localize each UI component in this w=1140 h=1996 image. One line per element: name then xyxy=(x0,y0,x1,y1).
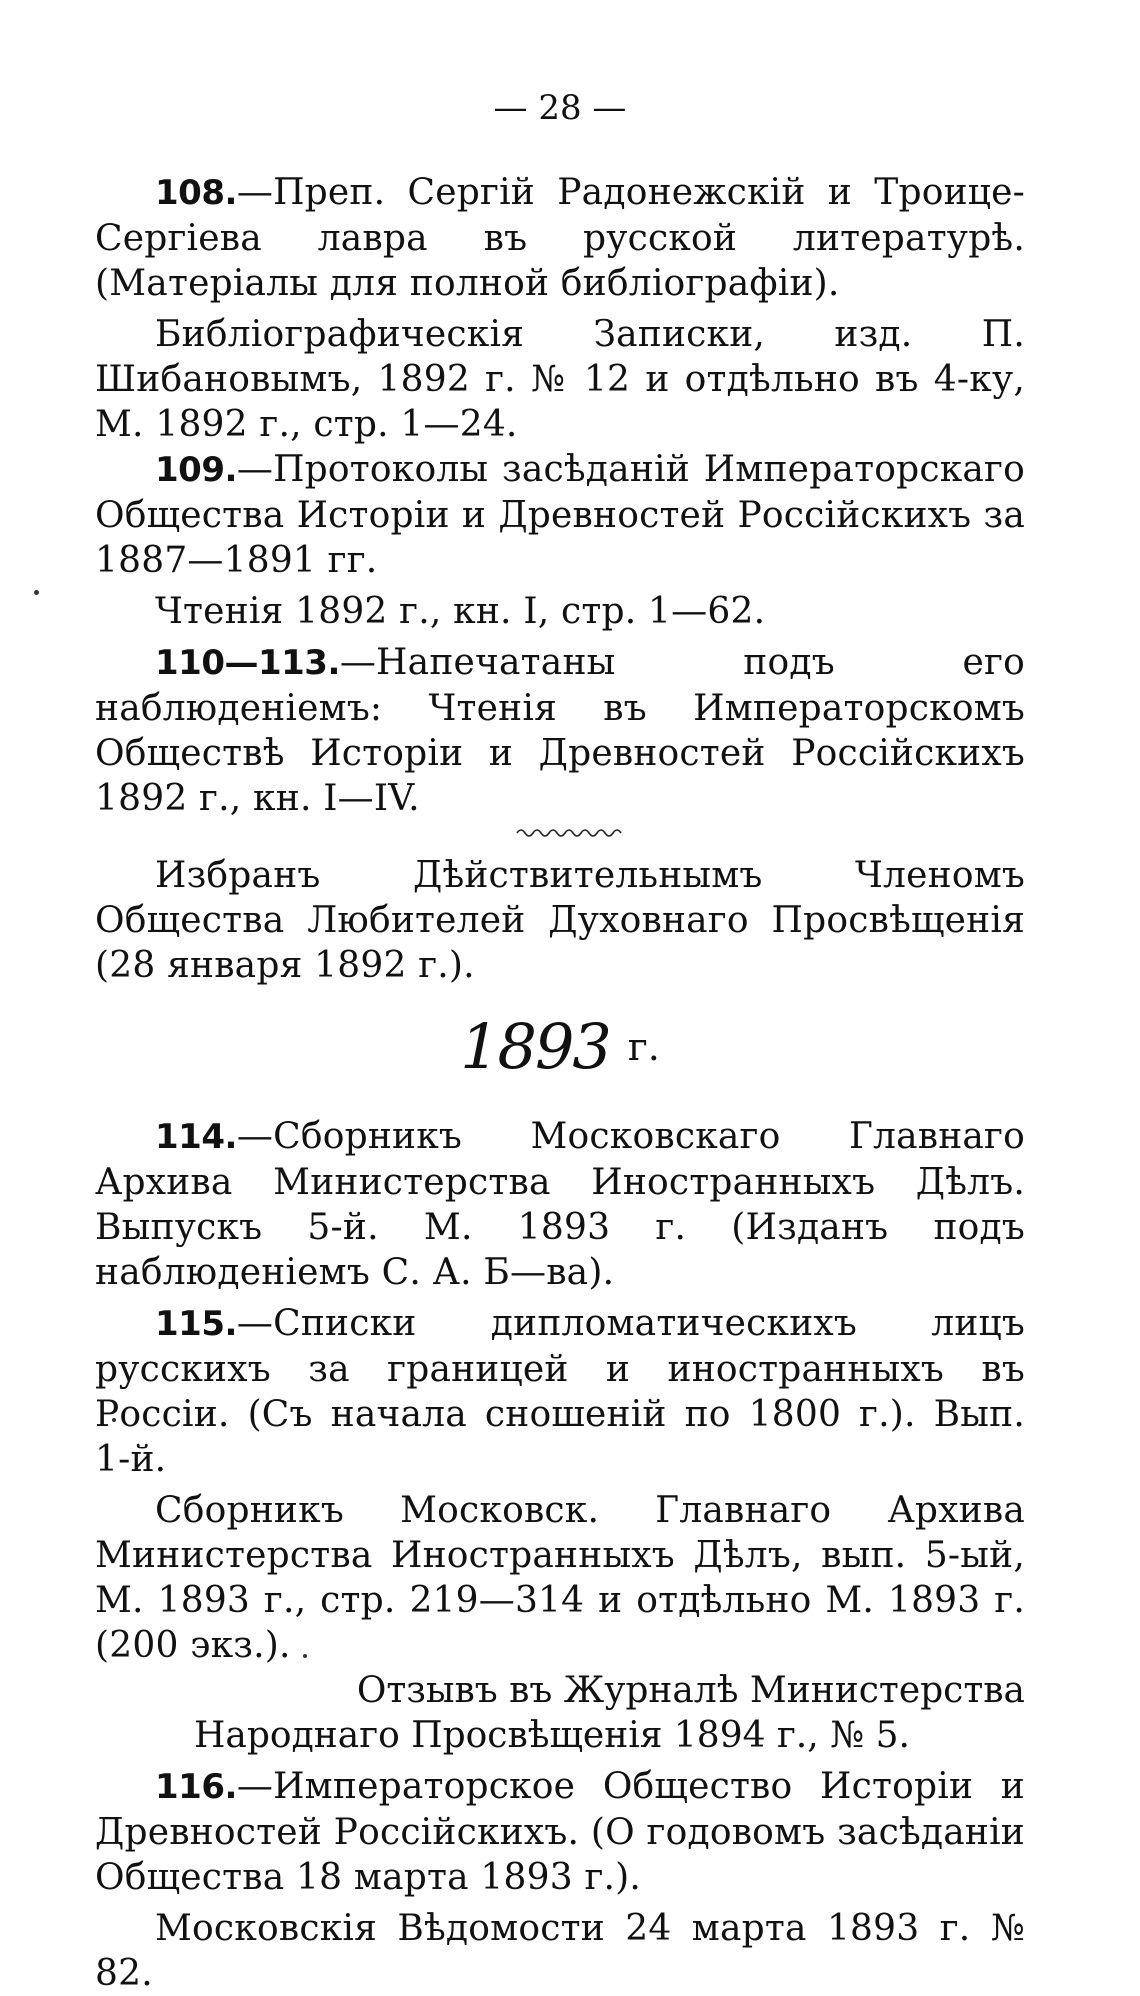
entry-109 xyxy=(95,447,1025,583)
entry-number: 109. xyxy=(155,450,237,490)
page-number: — 28 — xyxy=(493,88,627,128)
entry-text: —Напечатаны подъ его наблюденіемъ: Чтенія въ Императорскомъ Обществѣ Исторіи и Древностей Россійскихъ 1892 г., кн. I—IV. xyxy=(95,642,1025,819)
year-heading-suffix: г. xyxy=(627,1024,660,1069)
membership-note: Избранъ Дѣйствительнымъ Членомъ Общества Любителей Духовнаго Просвѣщенія (28 января 1892 г.). xyxy=(95,855,1025,986)
entry-108 xyxy=(95,170,1025,306)
entry-115-review xyxy=(95,1668,1025,1758)
entry-number: 108. xyxy=(155,173,237,213)
review-line: Народнаго Просвѣщенія 1894 г., № 5. xyxy=(194,1715,910,1756)
entry-text: —Преп. Сергій Радонежскій и Троице-Сергіева лавра въ русской литературѣ. (Матеріалы для полной библіографіи). xyxy=(95,172,1025,304)
entry-116 xyxy=(95,1764,1025,1900)
entry-109-source: Чтенія 1892 г., кн. I, стр. 1—62. xyxy=(155,591,766,632)
document-page xyxy=(95,88,1025,1994)
entry-text: —Списки дипломатическихъ лицъ русскихъ за границей и иностранныхъ въ Россіи. (Съ начала сношеній по 1800 г.). Вып. 1-й. xyxy=(95,1303,1025,1480)
section-divider xyxy=(515,825,625,839)
year-heading-year: 1893 xyxy=(460,1010,610,1083)
review-line: Отзывъ въ Журналѣ Министерства xyxy=(356,1670,1025,1711)
entry-114 xyxy=(95,1114,1025,1295)
entry-text: —Императорское Общество Исторіи и Древностей Россійскихъ. (О годовомъ засѣданіи Общества 18 марта 1893 г.). xyxy=(95,1766,1025,1898)
entry-text: —Сборникъ Московскаго Главнаго Архива Министерства Иностранныхъ Дѣлъ. Выпускъ 5-й. М. 1893 г. (Изданъ подъ наблюденіемъ С. А. Б—ва). xyxy=(95,1116,1025,1293)
year-heading xyxy=(95,1010,1025,1100)
entry-number: 114. xyxy=(155,1117,237,1157)
entry-110-113 xyxy=(95,640,1025,821)
entry-number: 110—113. xyxy=(155,643,340,683)
entry-115 xyxy=(95,1301,1025,1482)
entry-108-source: Библіографическія Записки, изд. П. Шибановымъ, 1892 г. № 12 и отдѣльно въ 4-ку, М. 1892 г., стр. 1—24. xyxy=(95,314,1025,445)
entry-116-source: Московскія Вѣдомости 24 марта 1893 г. № 82. xyxy=(95,1908,1025,1994)
entry-number: 115. xyxy=(155,1304,237,1344)
entry-text: —Протоколы засѣданій Императорскаго Общества Исторіи и Древностей Россійскихъ за 1887—1891 гг. xyxy=(95,449,1025,581)
entry-115-source: Сборникъ Московск. Главнаго Архива Министерства Иностранныхъ Дѣлъ, вып. 5-ый, М. 1893 г., стр. 219—314 и отдѣльно М. 1893 г. (200 экз.). xyxy=(95,1490,1025,1666)
stray-mark xyxy=(34,590,39,595)
entry-number: 116. xyxy=(155,1767,237,1807)
